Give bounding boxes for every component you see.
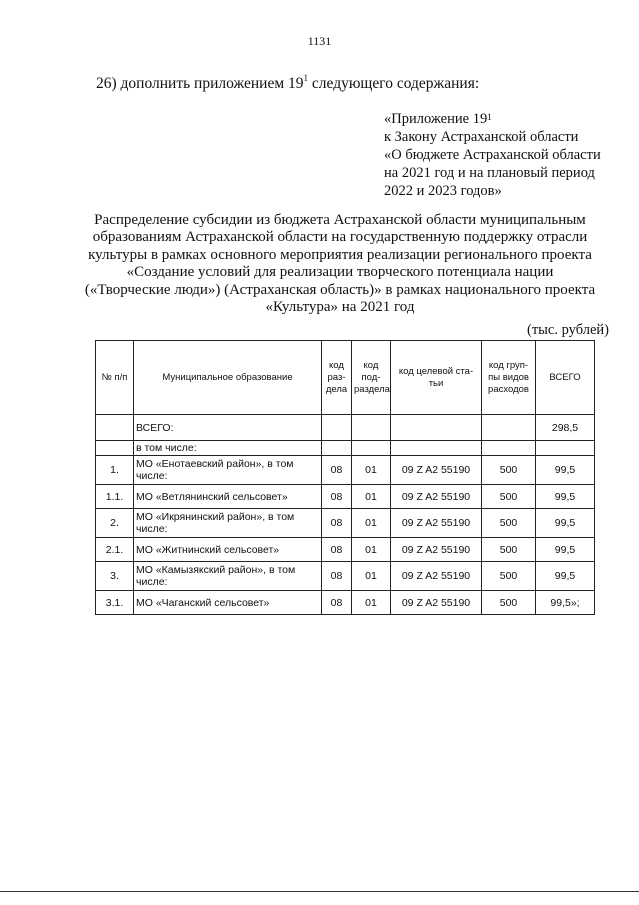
row-municipality: МО «Икрянинский район», в том числе: <box>134 509 322 538</box>
table-cell <box>482 441 536 456</box>
row-section: 08 <box>322 538 352 562</box>
table-cell <box>322 415 352 441</box>
header-subsection: код под-раздела <box>352 341 391 415</box>
appendix-reference <box>384 110 601 200</box>
header-section: код раз-дела <box>322 341 352 415</box>
row-num: 1.1. <box>96 485 134 509</box>
row-subsection: 01 <box>352 562 391 591</box>
appendix-line-4: на 2021 год и на плановый период <box>384 165 595 181</box>
table-row <box>96 562 595 591</box>
row-target: 09 Z A2 55190 <box>391 509 482 538</box>
appendix-superscript: 1 <box>487 112 492 122</box>
row-group: 500 <box>482 591 536 615</box>
total-label: ВСЕГО: <box>134 415 322 441</box>
amendment-text <box>96 75 479 93</box>
title-line: культуры в рамках основного мероприятия реализации регионального проекта <box>88 246 592 263</box>
row-municipality: МО «Житнинский сельсовет» <box>134 538 322 562</box>
table-cell <box>352 441 391 456</box>
row-total: 99,5 <box>536 456 595 485</box>
title-line: Распределение субсидии из бюджета Астраханской области муниципальным <box>94 212 586 228</box>
row-subsection: 01 <box>352 485 391 509</box>
row-num: 2.1. <box>96 538 134 562</box>
title-line: «Культура» на 2021 год <box>265 299 415 316</box>
row-municipality: МО «Чаганский сельсовет» <box>134 591 322 615</box>
appendix-title: «Приложение 19 <box>384 111 488 127</box>
table-cell <box>391 441 482 456</box>
page-bottom-line <box>0 891 639 892</box>
row-section: 08 <box>322 456 352 485</box>
row-municipality: МО «Енотаевский район», в том числе: <box>134 456 322 485</box>
row-total: 99,5 <box>536 538 595 562</box>
row-num: 2. <box>96 509 134 538</box>
row-section: 08 <box>322 562 352 591</box>
header-total: ВСЕГО <box>536 341 595 415</box>
row-total: 99,5 <box>536 485 595 509</box>
table-row <box>96 509 595 538</box>
table-row <box>96 456 595 485</box>
appendix-line-1 <box>384 110 601 128</box>
row-num: 1. <box>96 456 134 485</box>
row-num: 3.1. <box>96 591 134 615</box>
table-row <box>96 485 595 509</box>
units-label: (тыс. рублей) <box>527 322 609 338</box>
row-target: 09 Z A2 55190 <box>391 456 482 485</box>
table-cell <box>96 441 134 456</box>
header-municipality: Муниципальное образование <box>134 341 322 415</box>
table-row <box>96 591 595 615</box>
table-cell <box>96 415 134 441</box>
row-group: 500 <box>482 562 536 591</box>
row-group: 500 <box>482 538 536 562</box>
row-subsection: 01 <box>352 591 391 615</box>
document-title <box>70 212 610 316</box>
row-subsection: 01 <box>352 509 391 538</box>
row-subsection: 01 <box>352 456 391 485</box>
row-section: 08 <box>322 485 352 509</box>
row-subsection: 01 <box>352 538 391 562</box>
total-value: 298,5 <box>536 415 595 441</box>
table-row <box>96 538 595 562</box>
row-group: 500 <box>482 456 536 485</box>
row-municipality: МО «Ветлянинский сельсовет» <box>134 485 322 509</box>
including-label: в том числе: <box>134 441 322 456</box>
row-total: 99,5»; <box>536 591 595 615</box>
row-target: 09 Z A2 55190 <box>391 485 482 509</box>
table-header-row <box>96 341 595 415</box>
row-num: 3. <box>96 562 134 591</box>
appendix-line-2: к Закону Астраханской области <box>384 129 579 145</box>
table-cell <box>391 415 482 441</box>
row-section: 08 <box>322 509 352 538</box>
table-cell <box>536 441 595 456</box>
appendix-line-3: «О бюджете Астраханской области <box>384 147 601 163</box>
title-line: образованиям Астраханской области на государственную поддержку отрасли <box>92 229 588 246</box>
allocation-table <box>95 340 595 615</box>
title-line: («Творческие люди») (Астраханская область)» в рамках национального проекта <box>84 281 596 298</box>
page-number: 1131 <box>307 34 332 48</box>
row-group: 500 <box>482 509 536 538</box>
header-target: код целевой ста-тьи <box>391 341 482 415</box>
title-line: «Создание условий для реализации творческого потенциала нации <box>126 264 554 281</box>
row-municipality: МО «Камызякский район», в том числе: <box>134 562 322 591</box>
row-section: 08 <box>322 591 352 615</box>
row-total: 99,5 <box>536 562 595 591</box>
row-target: 09 Z A2 55190 <box>391 591 482 615</box>
amendment-prefix: 26) дополнить приложением 19 <box>96 75 304 92</box>
table-cell <box>322 441 352 456</box>
table-row-total <box>96 415 595 441</box>
amendment-suffix: следующего содержания: <box>308 75 480 92</box>
row-group: 500 <box>482 485 536 509</box>
row-target: 09 Z A2 55190 <box>391 538 482 562</box>
table-row-including <box>96 441 595 456</box>
header-num: № п/п <box>96 341 134 415</box>
amendment-superscript: 1 <box>303 73 309 83</box>
row-target: 09 Z A2 55190 <box>391 562 482 591</box>
appendix-line-5: 2022 и 2023 годов» <box>384 183 502 199</box>
table-cell <box>352 415 391 441</box>
table-cell <box>482 415 536 441</box>
header-expense-group: код груп-пы видов расходов <box>482 341 536 415</box>
row-total: 99,5 <box>536 509 595 538</box>
